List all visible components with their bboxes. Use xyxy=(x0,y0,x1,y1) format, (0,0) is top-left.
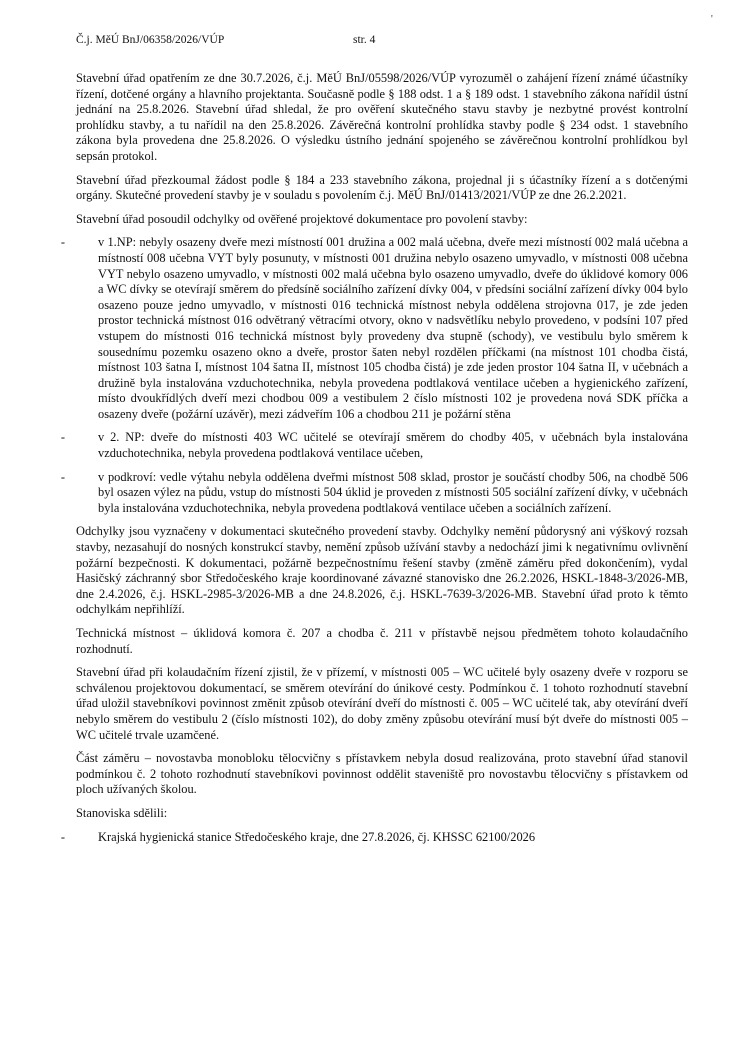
paragraph-statements-heading: Stanoviska sdělili: xyxy=(76,805,168,820)
paragraph-deviations-intro: Stavební úřad posoudil odchylky od ověřené projektové dokumentace pro povolení stavby: xyxy=(76,211,528,226)
list-dash: - xyxy=(60,829,66,844)
paragraph-review: Stavební úřad přezkoumal žádost podle § 184 a 233 stavebního zákona, projednal ji s účastníky řízení a s dotčenými orgány. Skutečné provedení stavby je v souladu s povolením č.j. MěÚ BnJ/01413/2021/VÚP ze dne 26.2.2021. xyxy=(76,172,688,203)
list-dash: - xyxy=(60,430,66,445)
paragraph-deviations-assessment: Odchylky jsou vyznačeny v dokumentaci skutečného provedení stavby. Odchylky nemění půdorysný ani výškový rozsah stavby, nezasahují do nosných konstrukcí stavby, nemění způsob užívání stavby a nedochází jimi k negativnímu ovlivnění požární bezpečnosti. K dokumentaci, požárně bezpečnostnímu řešení stavby (změně záměru před dokončením), vydal Hasičský záchranný sbor Středočeského kraje koordinované závazné stanovisko dne 26.2.2026, HSKL-1848-3/2026-MB, dne 2.4.2026, č.j. HSKL-2985-3/2026-MB a dne 24.8.2026, č.j. HSKL-7639-3/2026-MB. Stavební úřad proto k těmto odchylkám nepřihlíží. xyxy=(76,524,688,617)
corner-mark: ' xyxy=(711,14,713,25)
paragraph-door-condition: Stavební úřad při kolaudačním řízení zjistil, že v přízemí, v místnosti 005 – WC učitelé byly osazeny dveře v rozporu se schválenou projektovou dokumentací, se směrem otevírání do únikové cesty. Podmínkou č. 1 tohoto rozhodnutí stavební úřad uložil stavebníkovi povinnost změnit způsob otevírání dveří do místnosti č. 005 – WC učitelé tak, aby otevírání dveří nebylo směrem do vestibulu 2 (číslo místnosti 102), do doby změny způsobu otevírání musí být dveře do místnosti 005 – WC učitelé trvale uzamčené. xyxy=(76,665,688,742)
deviation-item-2np xyxy=(60,430,688,461)
paragraph-notification: Stavební úřad opatřením ze dne 30.7.2026, č.j. MěÚ BnJ/05598/2026/VÚP vyrozuměl o zahájení řízení známé účastníky řízení, dotčené orgány a hlavního projektanta. Současně podle § 188 odst. 1 a § 189 odst. 1 stavebního zákona nařídil ústní jednání na 25.8.2026. Stavební úřad shledal, že pro ověření skutečného stavu stavby je nezbytné provést kontrolní prohlídku stavby, a tu nařídil na den 25.8.2026. Závěrečná kontrolní prohlídka stavby podle § 234 odst. 1 stavebního zákona byla provedena dne 25.8.2026. O výsledku ústního jednání spojeného se závěrečnou kontrolní prohlídkou byl sepsán protokol. xyxy=(76,71,688,163)
document-body xyxy=(60,71,688,853)
deviation-text: v podkroví: vedle výtahu nebyla oddělena dveřmi místnost 508 sklad, prostor je součástí chodby 506, na chodbě 506 byl osazen výlez na půdu, vstup do místnosti 504 úklid je proveden z místnosti 505 sociální zařízení dívky, v učebnách byla instalována vzduchotechnika, nebyla provedena podtlaková ventilace učeben a sociálních zařízení. xyxy=(98,469,688,515)
deviation-text: v 1.NP: nebyly osazeny dveře mezi místností 001 družina a 002 malá učebna, dveře mezi místností 002 malá učebna a místností 008 učebna VYT byly posunuty, v místnosti 001 družina nebylo osazeno umyvadlo, v místnosti 008 učebna VYT nebylo osazeno umyvadlo, v místnosti 002 malá učebna bylo osazeno umyvadlo, dveře do úklidové komory 006 a WC dívky se otevírají směrem do předsíně sociálního zařízení dívky 004, v předsíni sociální zařízení dívky 004 bylo osazeno pouze jedno umyvadlo, v místnosti 016 technická místnost nebyla oddělena strojovna 017, je zde jeden prostor technická místnost 016 odvětraný větracími otvory, okno v nadsvětlíku nebylo provedeno, v podsíni 107 před vstupem do místnosti 016 technická místnost byly provedeny dva stupně (schody), ve vestibulu bylo směrem k sousednímu pozemku osazeno okno a dveře, prostor šaten nebyl rozdělen příčkami (na místnost 101 chodba čistá, místnost 103 šatna I, místnost 104 šatna II, místnost 105 chodba čistá) je zde jeden prostor 104 šatna II, v učebnách a družině byla instalována vzduchotechnika, nebyla provedena podtlaková ventilace učeben a hygienického zařízení, místo dvoukřídlých dveří mezi chodbou 009 a vestibulem 2 číslo místnosti 102 je provedena nová SDK příčka a osazeny dveře (požární uzávěr), mezi zádveřím 106 a chodbou 211 je požární stěna xyxy=(98,235,688,421)
list-dash: - xyxy=(60,469,66,484)
paragraph-excluded-rooms: Technická místnost – úklidová komora č. 207 a chodba č. 211 v přístavbě nejsou předmětem tohoto kolaudačního rozhodnutí. xyxy=(76,626,688,656)
document-reference: Č.j. MěÚ BnJ/06358/2026/VÚP xyxy=(76,34,225,46)
statement-item xyxy=(60,829,688,846)
deviation-text: v 2. NP: dveře do místnosti 403 WC učitelé se otevírají směrem do chodby 405, v učebnách byla instalována vzduchotechnika, nebyla provedena podtlaková ventilace učeben, xyxy=(98,430,688,461)
deviation-item-1np xyxy=(60,235,688,422)
deviation-item-attic xyxy=(60,469,688,517)
paragraph-gym-condition: Část záměru – novostavba monobloku tělocvičny s přístavkem nebyla dosud realizována, proto stavební úřad stanovil podmínkou č. 2 tohoto rozhodnutí stavebníkovi povinnost oddělit staveniště pro novostavbu tělocvičny s přístavkem od ploch užívaných školou. xyxy=(76,751,688,797)
page-number: str. 4 xyxy=(353,34,376,46)
list-dash: - xyxy=(60,235,66,250)
statement-text: Krajská hygienická stanice Středočeského kraje, dne 27.8.2026, čj. KHSSC 62100/2026 xyxy=(98,829,536,844)
